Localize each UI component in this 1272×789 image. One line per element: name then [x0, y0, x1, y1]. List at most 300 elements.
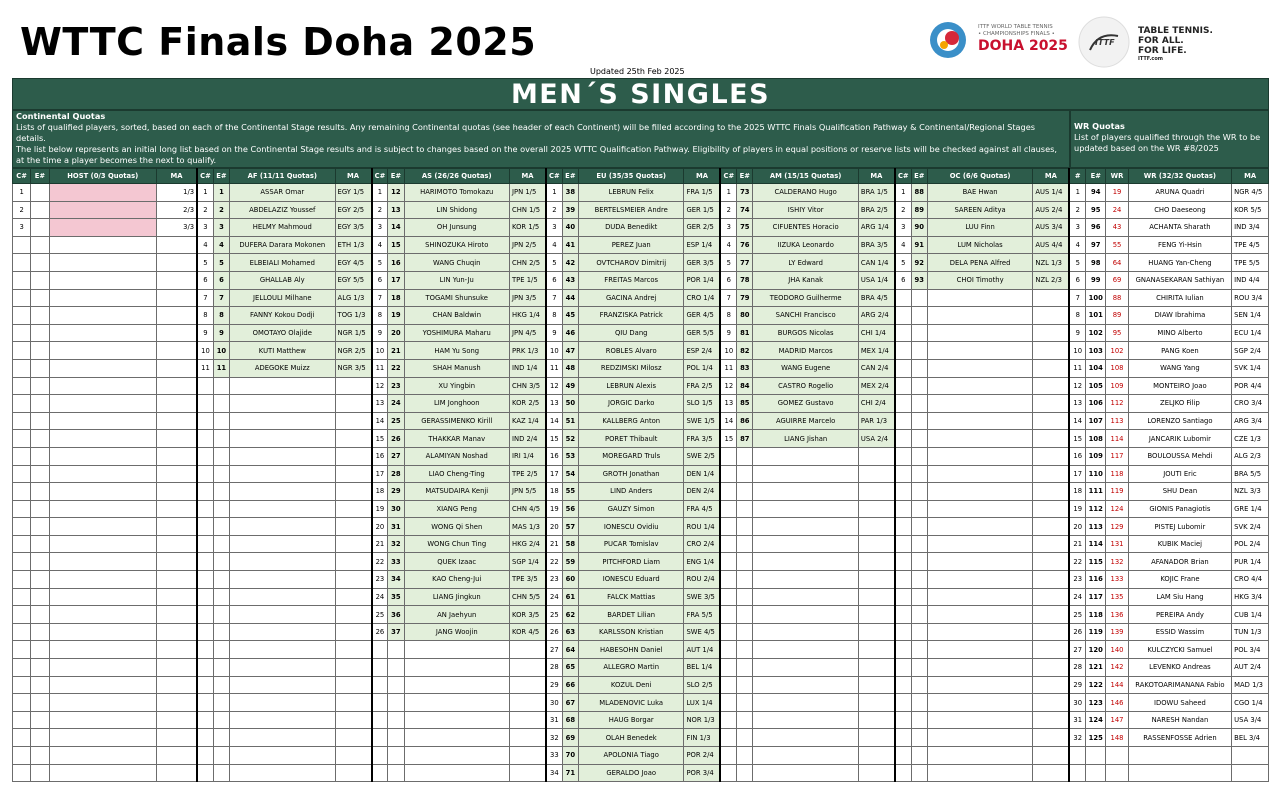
as-cell: 24 — [372, 588, 388, 606]
wr-cell: 108 — [1106, 359, 1128, 377]
table-row — [13, 711, 1269, 729]
wr-cell — [1128, 747, 1231, 765]
wr-cell: TPE 4/5 — [1232, 236, 1269, 254]
table-row — [13, 342, 1269, 360]
wr-cell: AUT 2/4 — [1232, 659, 1269, 677]
oc-cell — [1033, 359, 1070, 377]
oc-cell — [895, 359, 911, 377]
eu-cell: ROU 2/4 — [684, 571, 721, 589]
as-cell: LIAO Cheng-Ting — [404, 465, 510, 483]
af-cell — [230, 465, 336, 483]
host-cell — [13, 500, 31, 518]
eu-cell: DUDA Benedikt — [578, 219, 684, 237]
wr-cell: 28 — [1069, 659, 1085, 677]
host-cell — [49, 500, 157, 518]
am-cell — [720, 483, 736, 501]
am-cell: 2 — [720, 201, 736, 219]
as-cell: TPE 3/5 — [510, 571, 547, 589]
as-cell: HKG 2/4 — [510, 535, 547, 553]
oc-cell — [927, 694, 1033, 712]
host-cell — [13, 324, 31, 342]
eu-cell: 16 — [546, 447, 562, 465]
wr-cell: 122 — [1086, 676, 1106, 694]
eu-cell: 57 — [562, 518, 578, 536]
oc-cell: 90 — [911, 219, 927, 237]
eu-cell: 44 — [562, 289, 578, 307]
eu-cell: SWE 4/5 — [684, 623, 721, 641]
host-cell — [31, 395, 49, 413]
oc-cell — [895, 430, 911, 448]
oc-cell — [927, 377, 1033, 395]
oc-cell — [927, 324, 1033, 342]
eu-cell: 50 — [562, 395, 578, 413]
wr-cell: 103 — [1086, 342, 1106, 360]
as-cell — [404, 659, 510, 677]
wr-cell: 14 — [1069, 412, 1085, 430]
eu-cell: GER 5/5 — [684, 324, 721, 342]
am-cell — [753, 764, 859, 782]
wr-cell — [1232, 764, 1269, 782]
as-cell: 3 — [372, 219, 388, 237]
wr-cell: 102 — [1106, 342, 1128, 360]
af-cell — [213, 623, 229, 641]
wr-cell: 9 — [1069, 324, 1085, 342]
wr-cell: 30 — [1069, 694, 1085, 712]
af-cell: NGR 1/5 — [335, 324, 372, 342]
eu-cell: BERTELSMEIER Andre — [578, 201, 684, 219]
af-cell — [213, 694, 229, 712]
eu-cell: GERALDO Joao — [578, 764, 684, 782]
host-cell — [49, 588, 157, 606]
eu-cell: 23 — [546, 571, 562, 589]
eu-cell: CRO 1/4 — [684, 289, 721, 307]
af-cell — [230, 729, 336, 747]
column-header-am: MA — [858, 169, 895, 184]
am-cell — [858, 483, 895, 501]
wr-cell: ESSID Wassim — [1128, 623, 1231, 641]
host-cell — [157, 500, 198, 518]
eu-cell: DEN 2/4 — [684, 483, 721, 501]
table-row — [13, 289, 1269, 307]
am-cell: 75 — [737, 219, 753, 237]
wr-cell: RASSENFOSSE Adrien — [1128, 729, 1231, 747]
oc-cell: LUM Nicholas — [927, 236, 1033, 254]
eu-cell: ALLEGRO Martin — [578, 659, 684, 677]
wr-cell: LAM Siu Hang — [1128, 588, 1231, 606]
wr-cell: 15 — [1069, 430, 1085, 448]
wr-cell: AFANADOR Brian — [1128, 553, 1231, 571]
wr-text: List of players qualified through the WR to be updated based on the WR #8/2025 — [1074, 132, 1261, 153]
eu-cell: 58 — [562, 535, 578, 553]
host-cell — [49, 307, 157, 325]
as-cell: THAKKAR Manav — [404, 430, 510, 448]
host-cell — [49, 483, 157, 501]
oc-cell: 3 — [895, 219, 911, 237]
wr-cell: CZE 1/3 — [1232, 430, 1269, 448]
am-cell — [737, 553, 753, 571]
wr-cell: 95 — [1106, 324, 1128, 342]
af-cell: 11 — [197, 359, 213, 377]
oc-cell — [927, 483, 1033, 501]
eu-cell: OVTCHAROV Dimitrij — [578, 254, 684, 272]
oc-cell — [911, 342, 927, 360]
table-row — [13, 588, 1269, 606]
oc-cell: AUS 2/4 — [1033, 201, 1070, 219]
oc-cell — [895, 606, 911, 624]
as-cell — [388, 641, 404, 659]
wr-cell: IND 3/4 — [1232, 219, 1269, 237]
host-cell — [13, 307, 31, 325]
wr-cell — [1069, 747, 1085, 765]
host-cell — [31, 623, 49, 641]
as-cell — [510, 711, 547, 729]
column-header-host: C# — [13, 169, 31, 184]
host-cell — [157, 377, 198, 395]
oc-cell — [1033, 676, 1070, 694]
eu-cell: ENG 1/4 — [684, 553, 721, 571]
wr-cell: 89 — [1106, 307, 1128, 325]
af-cell — [197, 395, 213, 413]
wr-cell: 21 — [1069, 535, 1085, 553]
am-cell — [720, 694, 736, 712]
oc-cell — [1033, 465, 1070, 483]
host-cell — [31, 694, 49, 712]
wr-cell: TPE 5/5 — [1232, 254, 1269, 272]
table-row — [13, 747, 1269, 765]
table-row — [13, 395, 1269, 413]
oc-cell — [1033, 764, 1070, 782]
af-cell — [230, 377, 336, 395]
eu-cell: 55 — [562, 483, 578, 501]
wr-cell: 99 — [1086, 271, 1106, 289]
wr-cell: PUR 1/4 — [1232, 553, 1269, 571]
host-cell — [31, 764, 49, 782]
af-cell — [213, 412, 229, 430]
oc-cell — [927, 518, 1033, 536]
wr-cell: JANCARIK Lubomir — [1128, 430, 1231, 448]
host-cell — [13, 412, 31, 430]
as-cell: WANG Chuqin — [404, 254, 510, 272]
host-cell — [49, 430, 157, 448]
am-cell — [720, 588, 736, 606]
eu-cell: 34 — [546, 764, 562, 782]
eu-cell: FRANZISKA Patrick — [578, 307, 684, 325]
host-cell: 1/3 — [157, 184, 198, 202]
oc-cell — [911, 307, 927, 325]
as-cell — [388, 764, 404, 782]
am-cell — [858, 694, 895, 712]
host-cell — [13, 641, 31, 659]
af-cell — [197, 500, 213, 518]
af-cell — [213, 553, 229, 571]
af-cell: 8 — [213, 307, 229, 325]
oc-cell — [927, 465, 1033, 483]
wr-cell: PANG Koen — [1128, 342, 1231, 360]
af-cell: 6 — [197, 271, 213, 289]
eu-cell: 63 — [562, 623, 578, 641]
am-cell: 11 — [720, 359, 736, 377]
wr-cell: 101 — [1086, 307, 1106, 325]
table-row — [13, 447, 1269, 465]
wr-cell: 146 — [1106, 694, 1128, 712]
af-cell: 4 — [213, 236, 229, 254]
wr-cell: 142 — [1106, 659, 1128, 677]
af-cell — [230, 412, 336, 430]
am-cell: 13 — [720, 395, 736, 413]
column-header-eu: EU (35/35 Quotas) — [578, 169, 684, 184]
as-cell: 31 — [388, 518, 404, 536]
am-cell: CALDERANO Hugo — [753, 184, 859, 202]
eu-cell: FALCK Mattias — [578, 588, 684, 606]
wr-cell: 106 — [1086, 395, 1106, 413]
as-cell: GERASSIMENKO Kirill — [404, 412, 510, 430]
am-cell: 15 — [720, 430, 736, 448]
wr-cell: SGP 2/4 — [1232, 342, 1269, 360]
eu-cell: OLAH Benedek — [578, 729, 684, 747]
as-cell: IND 1/4 — [510, 359, 547, 377]
wr-cell: DIAW Ibrahima — [1128, 307, 1231, 325]
as-cell: AN Jaehyun — [404, 606, 510, 624]
af-cell: ASSAR Omar — [230, 184, 336, 202]
host-cell — [49, 447, 157, 465]
eu-cell: HABESOHN Daniel — [578, 641, 684, 659]
host-cell — [49, 553, 157, 571]
af-cell: EGY 3/5 — [335, 219, 372, 237]
oc-cell — [911, 764, 927, 782]
as-cell: MAS 1/3 — [510, 518, 547, 536]
oc-cell — [927, 747, 1033, 765]
as-cell: 25 — [372, 606, 388, 624]
wr-cell: SVK 2/4 — [1232, 518, 1269, 536]
oc-cell — [911, 289, 927, 307]
as-cell — [404, 711, 510, 729]
wr-cell: CRO 3/4 — [1232, 395, 1269, 413]
oc-cell — [1033, 307, 1070, 325]
af-cell — [335, 518, 372, 536]
as-cell — [388, 747, 404, 765]
column-header-host: MA — [157, 169, 198, 184]
af-cell — [335, 395, 372, 413]
af-cell — [197, 571, 213, 589]
host-cell — [13, 359, 31, 377]
host-cell — [13, 271, 31, 289]
wr-cell: GRE 1/4 — [1232, 500, 1269, 518]
table-row — [13, 500, 1269, 518]
as-cell — [510, 764, 547, 782]
wr-heading: WR Quotas — [1074, 121, 1125, 131]
oc-cell — [927, 395, 1033, 413]
as-cell: YOSHIMURA Maharu — [404, 324, 510, 342]
host-cell — [157, 271, 198, 289]
af-cell — [197, 747, 213, 765]
host-cell — [49, 289, 157, 307]
oc-cell — [895, 377, 911, 395]
am-cell: 84 — [737, 377, 753, 395]
as-cell: 19 — [388, 307, 404, 325]
eu-cell: 1 — [546, 184, 562, 202]
host-cell — [157, 447, 198, 465]
column-header-am: AM (15/15 Quotas) — [753, 169, 859, 184]
oc-cell — [895, 395, 911, 413]
af-cell — [230, 676, 336, 694]
eu-cell: 21 — [546, 535, 562, 553]
am-cell — [753, 553, 859, 571]
am-cell: BURGOS Nicolas — [753, 324, 859, 342]
as-cell — [372, 659, 388, 677]
wr-cell: SHU Dean — [1128, 483, 1231, 501]
page-title: WTTC Finals Doha 2025 — [20, 20, 537, 64]
af-cell — [213, 465, 229, 483]
af-cell — [213, 764, 229, 782]
eu-cell: GAUZY Simon — [578, 500, 684, 518]
slogan-line-2: FOR ALL. — [1138, 36, 1184, 46]
af-cell — [213, 659, 229, 677]
eu-cell: 10 — [546, 342, 562, 360]
wr-cell: KOR 5/5 — [1232, 201, 1269, 219]
host-cell — [31, 747, 49, 765]
wr-cell: 144 — [1106, 676, 1128, 694]
host-cell — [31, 289, 49, 307]
eu-cell: IONESCU Ovidiu — [578, 518, 684, 536]
eu-cell: ESP 1/4 — [684, 236, 721, 254]
af-cell — [213, 430, 229, 448]
wr-cell: 1 — [1069, 184, 1085, 202]
eu-cell: FRA 1/5 — [684, 184, 721, 202]
host-cell — [157, 465, 198, 483]
wr-cell: RAKOTOARIMANANA Fabio — [1128, 676, 1231, 694]
column-header-oc: E# — [911, 169, 927, 184]
wr-cell: 19 — [1106, 184, 1128, 202]
eu-cell: 9 — [546, 324, 562, 342]
eu-cell: ROBLES Alvaro — [578, 342, 684, 360]
oc-cell — [895, 711, 911, 729]
wr-cell: 121 — [1086, 659, 1106, 677]
host-cell — [49, 201, 157, 219]
af-cell: NGR 3/5 — [335, 359, 372, 377]
af-cell: ADEGOKE Muizz — [230, 359, 336, 377]
host-cell — [31, 606, 49, 624]
wr-cell — [1106, 747, 1128, 765]
af-cell — [213, 711, 229, 729]
table-row — [13, 254, 1269, 272]
af-cell — [230, 500, 336, 518]
am-cell: BRA 2/5 — [858, 201, 895, 219]
eu-cell: 32 — [546, 729, 562, 747]
af-cell: 7 — [197, 289, 213, 307]
host-cell — [31, 571, 49, 589]
as-cell: 16 — [388, 254, 404, 272]
eu-cell: HAUG Borgar — [578, 711, 684, 729]
am-cell — [720, 659, 736, 677]
host-cell — [31, 535, 49, 553]
table-row — [13, 623, 1269, 641]
host-cell — [13, 518, 31, 536]
wr-cell: PEREIRA Andy — [1128, 606, 1231, 624]
am-cell — [858, 447, 895, 465]
table-row — [13, 641, 1269, 659]
column-header-wr: WR (32/32 Quotas) — [1128, 169, 1231, 184]
af-cell — [230, 764, 336, 782]
eu-cell: 17 — [546, 465, 562, 483]
as-cell: 18 — [372, 483, 388, 501]
am-cell — [737, 571, 753, 589]
as-cell: MATSUDAIRA Kenji — [404, 483, 510, 501]
wr-cell: 118 — [1086, 606, 1106, 624]
oc-cell — [895, 324, 911, 342]
am-cell — [720, 518, 736, 536]
eu-cell: MOREGARD Truls — [578, 447, 684, 465]
as-cell: HAM Yu Song — [404, 342, 510, 360]
af-cell — [230, 535, 336, 553]
wr-cell: 64 — [1106, 254, 1128, 272]
host-cell — [157, 430, 198, 448]
am-cell — [720, 676, 736, 694]
oc-cell: AUS 1/4 — [1033, 184, 1070, 202]
eu-cell: PEREZ Juan — [578, 236, 684, 254]
host-cell — [49, 571, 157, 589]
oc-cell — [895, 447, 911, 465]
host-cell — [157, 483, 198, 501]
eu-cell: POL 1/4 — [684, 359, 721, 377]
as-cell — [510, 659, 547, 677]
wr-cell: IND 4/4 — [1232, 271, 1269, 289]
wr-description — [1070, 110, 1269, 168]
wr-cell: 100 — [1086, 289, 1106, 307]
host-cell — [31, 307, 49, 325]
oc-cell — [927, 500, 1033, 518]
eu-cell: 64 — [562, 641, 578, 659]
af-cell — [213, 483, 229, 501]
eu-cell: 22 — [546, 553, 562, 571]
as-cell: 20 — [388, 324, 404, 342]
table-row — [13, 483, 1269, 501]
am-cell: 76 — [737, 236, 753, 254]
am-cell: ISHIY Vitor — [753, 201, 859, 219]
oc-cell — [927, 535, 1033, 553]
as-cell — [510, 641, 547, 659]
af-cell — [197, 377, 213, 395]
oc-cell — [1033, 395, 1070, 413]
wr-cell — [1069, 764, 1085, 782]
as-cell: JPN 3/5 — [510, 289, 547, 307]
am-cell — [737, 588, 753, 606]
oc-cell — [1033, 324, 1070, 342]
oc-cell — [927, 623, 1033, 641]
am-cell: 1 — [720, 184, 736, 202]
af-cell — [197, 483, 213, 501]
wr-cell: CRO 4/4 — [1232, 571, 1269, 589]
table-row — [13, 606, 1269, 624]
eu-cell: 30 — [546, 694, 562, 712]
host-cell: 2/3 — [157, 201, 198, 219]
wr-cell: ALG 2/3 — [1232, 447, 1269, 465]
oc-cell: 91 — [911, 236, 927, 254]
wr-cell: 55 — [1106, 236, 1128, 254]
oc-cell — [1033, 571, 1070, 589]
wr-cell — [1086, 747, 1106, 765]
wr-cell: SEN 1/4 — [1232, 307, 1269, 325]
oc-cell — [895, 342, 911, 360]
am-cell — [753, 588, 859, 606]
host-cell — [157, 694, 198, 712]
wr-cell: 17 — [1069, 465, 1085, 483]
table-row — [13, 324, 1269, 342]
am-cell: 10 — [720, 342, 736, 360]
as-cell: 13 — [388, 201, 404, 219]
am-cell: 6 — [720, 271, 736, 289]
wr-cell: POL 2/4 — [1232, 535, 1269, 553]
host-cell — [31, 430, 49, 448]
